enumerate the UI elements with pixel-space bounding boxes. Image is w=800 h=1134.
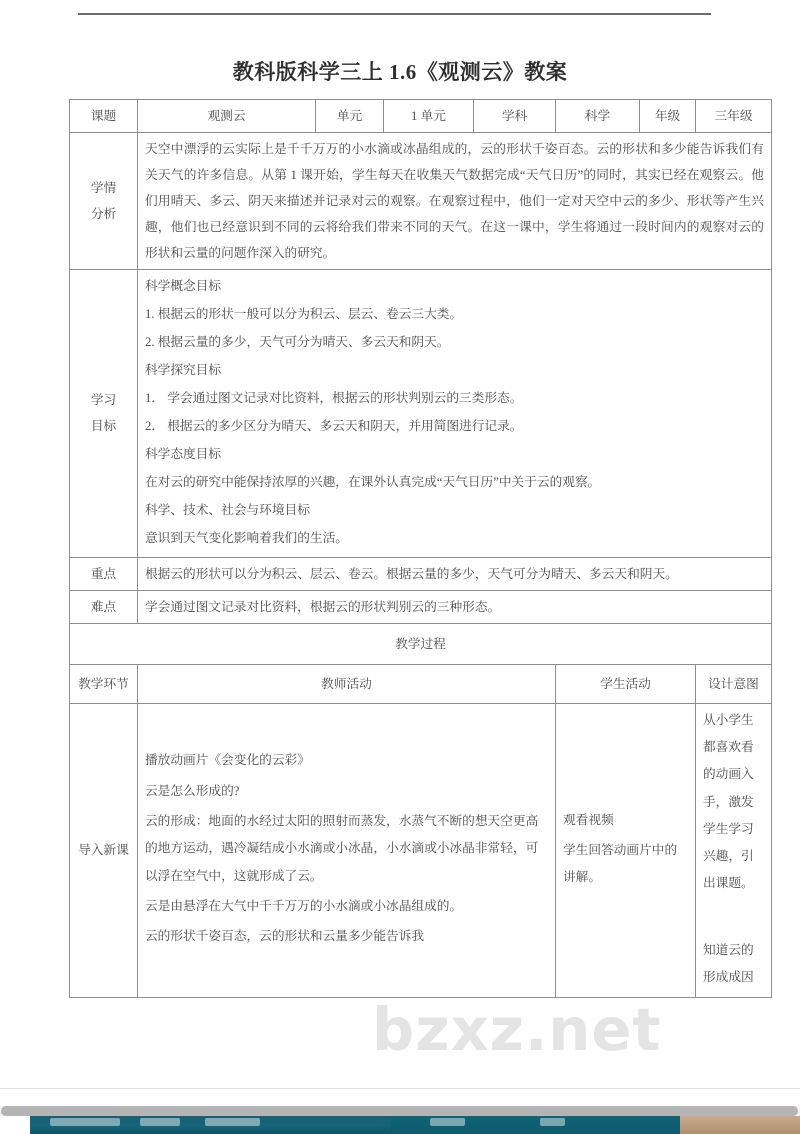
teacher-activity-line: 云的形成：地面的水经过太阳的照射而蒸发，水蒸气不断的想天空更高的地方运动，遇冷凝结成小水滴或小冰晶，小水滴或小冰晶非常轻，可以浮在空气中，这就形成了云。 xyxy=(145,814,539,883)
teacher-activity-line: 云是怎么形成的? xyxy=(145,783,240,798)
objectives-heading: 科学、技术、社会与环境目标 xyxy=(145,503,310,518)
value-topic: 观测云 xyxy=(138,100,316,133)
next-page-image-left xyxy=(30,1116,390,1134)
horizontal-scrollbar[interactable] xyxy=(0,1106,800,1116)
teacher-activity-line: 云是由悬浮在大气中千千万万的小水滴或小冰晶组成的。 xyxy=(145,898,463,913)
next-page-preview[interactable] xyxy=(0,1116,800,1134)
row-label-key-point: 重点 xyxy=(70,557,138,590)
objectives-body xyxy=(138,270,772,557)
objectives-item: 2. 根据云量的多少，天气可分为晴天、多云天和阴天。 xyxy=(145,335,450,350)
table-row-objectives xyxy=(70,270,772,557)
column-header-intent: 设计意图 xyxy=(696,664,772,703)
table-row-analysis xyxy=(70,133,772,270)
value-unit: 1 单元 xyxy=(384,100,474,133)
process-teacher-activity xyxy=(138,703,556,998)
process-student-activity xyxy=(556,703,696,998)
row-label-objectives-line1: 学习 xyxy=(90,393,117,408)
objectives-heading: 科学概念目标 xyxy=(145,279,222,294)
key-point-text: 根据云的形状可以分为积云、层云、卷云。根据云量的多少，天气可分为晴天、多云天和阴天。 xyxy=(138,557,772,590)
teacher-activity-line: 云的形状千姿百态，云的形状和云量多少能告诉我 xyxy=(145,929,425,944)
difficult-point-text: 学会通过图文记录对比资料，根据云的形状判别云的三种形态。 xyxy=(138,590,772,623)
objectives-heading: 科学探究目标 xyxy=(145,363,222,378)
design-intent-line: 知道云的形成成因 xyxy=(703,942,754,984)
row-label-difficult-point: 难点 xyxy=(70,590,138,623)
page-header-rule xyxy=(78,13,711,15)
process-stage: 导入新课 xyxy=(70,703,138,998)
table-row-process-columns xyxy=(70,664,772,703)
design-intent-spacer xyxy=(703,901,764,937)
column-header-student: 学生活动 xyxy=(556,664,696,703)
table-row xyxy=(70,703,772,998)
analysis-text: 天空中漂浮的云实际上是千千万万的小水滴或冰晶组成的，云的形状千姿百态。云的形状和多少能告诉我们有关天气的许多信息。从第 1 课开始，学生每天在收集天气数据完成“天气日历”的同时，其实已经在观察云。他们用晴天、多云、阴天来描述并记录对云的观察。在观察过程中，他们一定对天空中云的多少、形状等产生兴趣，他们也已经意识到不同的云将给我们带来不同的天气。在这一课中，学生将通过一段时间内的观察对云的形状和云量的问题作深入的研究。 xyxy=(138,133,772,270)
column-header-stage: 教学环节 xyxy=(70,664,138,703)
lesson-plan-table xyxy=(69,99,772,998)
row-label-analysis-line1: 学情 xyxy=(90,181,117,196)
column-header-teacher: 教师活动 xyxy=(138,664,556,703)
objectives-item: 2． 根据云的多少区分为晴天、多云天和阴天，并用简图进行记录。 xyxy=(145,419,523,434)
table-row-process-title xyxy=(70,623,772,664)
row-label-analysis-line2: 分析 xyxy=(90,207,117,222)
value-subject: 科学 xyxy=(556,100,640,133)
watermark: bzxz.net xyxy=(372,995,662,1064)
table-row-key-point xyxy=(70,557,772,590)
next-page-image-mid xyxy=(390,1116,680,1134)
objectives-item: 意识到天气变化影响着我们的生活。 xyxy=(145,531,348,546)
row-label-analysis xyxy=(70,133,138,270)
student-activity-line: 观看视频 xyxy=(563,812,614,827)
process-section-title: 教学过程 xyxy=(70,623,772,664)
objectives-item: 1． 学会通过图文记录对比资料，根据云的形状判别云的三类形态。 xyxy=(145,391,523,406)
objectives-heading: 科学态度目标 xyxy=(145,447,222,462)
table-row-info xyxy=(70,100,772,133)
label-subject: 学科 xyxy=(474,100,556,133)
teacher-activity-line: 播放动画片《会变化的云彩》 xyxy=(145,753,310,768)
label-topic: 课题 xyxy=(70,100,138,133)
design-intent-line: 从小学生都喜欢看的动画入手，激发学生学习兴趣，引出课题。 xyxy=(703,712,754,891)
objectives-item: 在对云的研究中能保持浓厚的兴趣，在课外认真完成“天气日历”中关于云的观察。 xyxy=(145,475,601,490)
student-activity-line: 学生回答动画片中的讲解。 xyxy=(563,842,678,885)
value-grade: 三年级 xyxy=(696,100,772,133)
next-page-margin xyxy=(0,1116,30,1134)
next-page-image-right xyxy=(680,1116,800,1134)
table-row-difficult-point xyxy=(70,590,772,623)
row-label-objectives xyxy=(70,270,138,557)
objectives-item: 1. 根据云的形状一般可以分为积云、层云、卷云三大类。 xyxy=(145,307,463,322)
process-design-intent xyxy=(696,703,772,998)
page-title: 教科版科学三上 1.6《观测云》教案 xyxy=(232,60,568,84)
row-label-objectives-line2: 目标 xyxy=(90,419,117,434)
label-grade: 年级 xyxy=(640,100,696,133)
label-unit: 单元 xyxy=(316,100,384,133)
horizontal-scrollbar-thumb[interactable] xyxy=(1,1106,798,1116)
